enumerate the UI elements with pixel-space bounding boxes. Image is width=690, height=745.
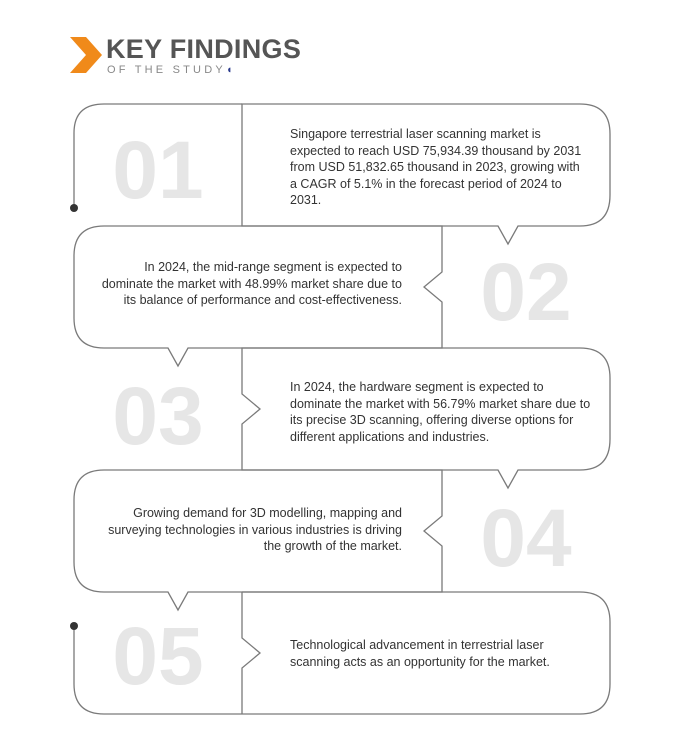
finding-box-05-divider xyxy=(242,592,260,714)
finding-number-01: 01 xyxy=(112,125,204,216)
finding-text-03: In 2024, the hardware segment is expected to dominate the market with 56.79% market share due to its precise 3D scanning, offering diverse options for different applications and industries. xyxy=(290,380,591,444)
chevron-arrow-icon xyxy=(70,37,102,73)
finding-number-03: 03 xyxy=(112,371,204,462)
page-title: KEY FINDINGS xyxy=(106,34,302,64)
finding-number-05: 05 xyxy=(112,611,204,702)
finding-text-05: Technological advancement in terrestrial laser scanning acts as an opportunity for the market. xyxy=(290,638,550,669)
finding-number-04: 04 xyxy=(480,493,572,584)
finding-text-01: Singapore terrestrial laser scanning market is expected to reach USD 75,934.39 thousand by 2031 from USD 51,832.65 thousand in 2023, growing with a CAGR of 5.1% in the forecast period of 2024 to 2031. xyxy=(290,127,582,207)
subtitle-dot-icon: ◖ xyxy=(225,64,233,76)
finding-number-02: 02 xyxy=(480,247,572,338)
page-subtitle-text: OF THE STUDY xyxy=(107,64,226,76)
finding-text-04: Growing demand for 3D modelling, mapping and surveying technologies in various industries is driving the growth of the market. xyxy=(108,506,402,553)
finding-text-02: In 2024, the mid-range segment is expected to dominate the market with 48.99% market share due to its balance of performance and cost-effectiveness. xyxy=(101,260,402,307)
page-subtitle xyxy=(107,64,233,76)
